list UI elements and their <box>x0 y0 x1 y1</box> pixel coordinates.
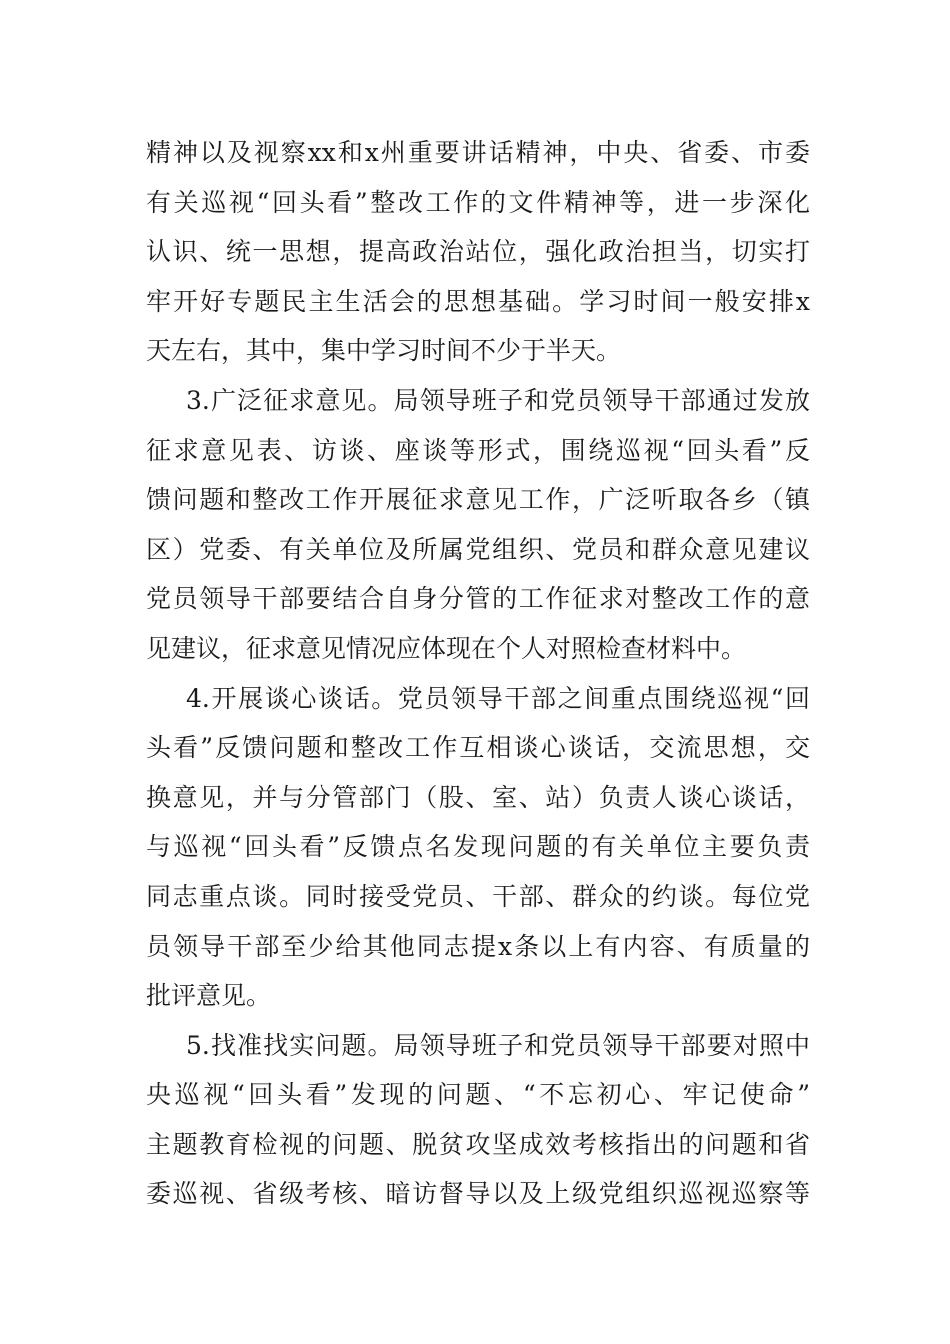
text-line: 委巡视、省级考核、暗访督导以及上级党组织巡视巡察等 <box>146 1179 810 1209</box>
text-line: 头看”反馈问题和整改工作互相谈心谈话，交流思想，交 <box>146 733 810 763</box>
text-line: 党员领导干部要结合自身分管的工作征求对整改工作的意 <box>146 584 810 614</box>
text-line: 认识、统一思想，提高政治站位，强化政治担当，切实打 <box>146 237 810 267</box>
text-line: 同志重点谈。同时接受党员、干部、群众的约谈。每位党 <box>146 881 810 911</box>
text-line: 批评意见。 <box>146 981 272 1011</box>
text-line: 征求意见表、访谈、座谈等形式，围绕巡视“回头看”反 <box>146 435 810 465</box>
text-line: 员领导干部至少给其他同志提x条以上有内容、有质量的 <box>146 931 810 961</box>
text-line: 有关巡视“回头看”整改工作的文件精神等，进一步深化 <box>146 187 810 217</box>
paragraph-5 <box>146 1021 810 1219</box>
text-line: 与巡视“回头看”反馈点名发现问题的有关单位主要负责 <box>146 832 810 862</box>
text-line: 5.找准找实问题。局领导班子和党员领导干部要对照中 <box>186 1030 810 1060</box>
paragraph-continuation <box>146 128 810 376</box>
text-line: 见建议，征求意见情况应体现在个人对照检查材料中。 <box>146 633 747 663</box>
text-line: 精神以及视察xx和x州重要讲话精神，中央、省委、市委 <box>146 138 810 167</box>
text-line: 天左右，其中，集中学习时间不少于半天。 <box>146 336 622 366</box>
text-line: 4.开展谈心谈话。党员领导干部之间重点围绕巡视“回 <box>186 683 810 713</box>
text-line: 3.广泛征求意见。局领导班子和党员领导干部通过发放 <box>186 385 810 415</box>
paragraph-4 <box>146 674 810 1021</box>
text-line: 牢开好专题民主生活会的思想基础。学习时间一般安排x <box>146 286 810 316</box>
text-line: 主题教育检视的问题、脱贫攻坚成效考核指出的问题和省 <box>146 1129 810 1159</box>
document-body <box>146 128 810 1219</box>
text-line: 区）党委、有关单位及所属党组织、党员和群众意见建议 <box>146 534 810 564</box>
text-line: 馈问题和整改工作开展征求意见工作，广泛听取各乡（镇 <box>146 485 810 515</box>
text-line: 央巡视“回头看”发现的问题、“不忘初心、牢记使命” <box>146 1080 810 1110</box>
paragraph-3 <box>146 376 810 674</box>
text-line: 换意见，并与分管部门（股、室、站）负责人谈心谈话， <box>146 782 810 812</box>
